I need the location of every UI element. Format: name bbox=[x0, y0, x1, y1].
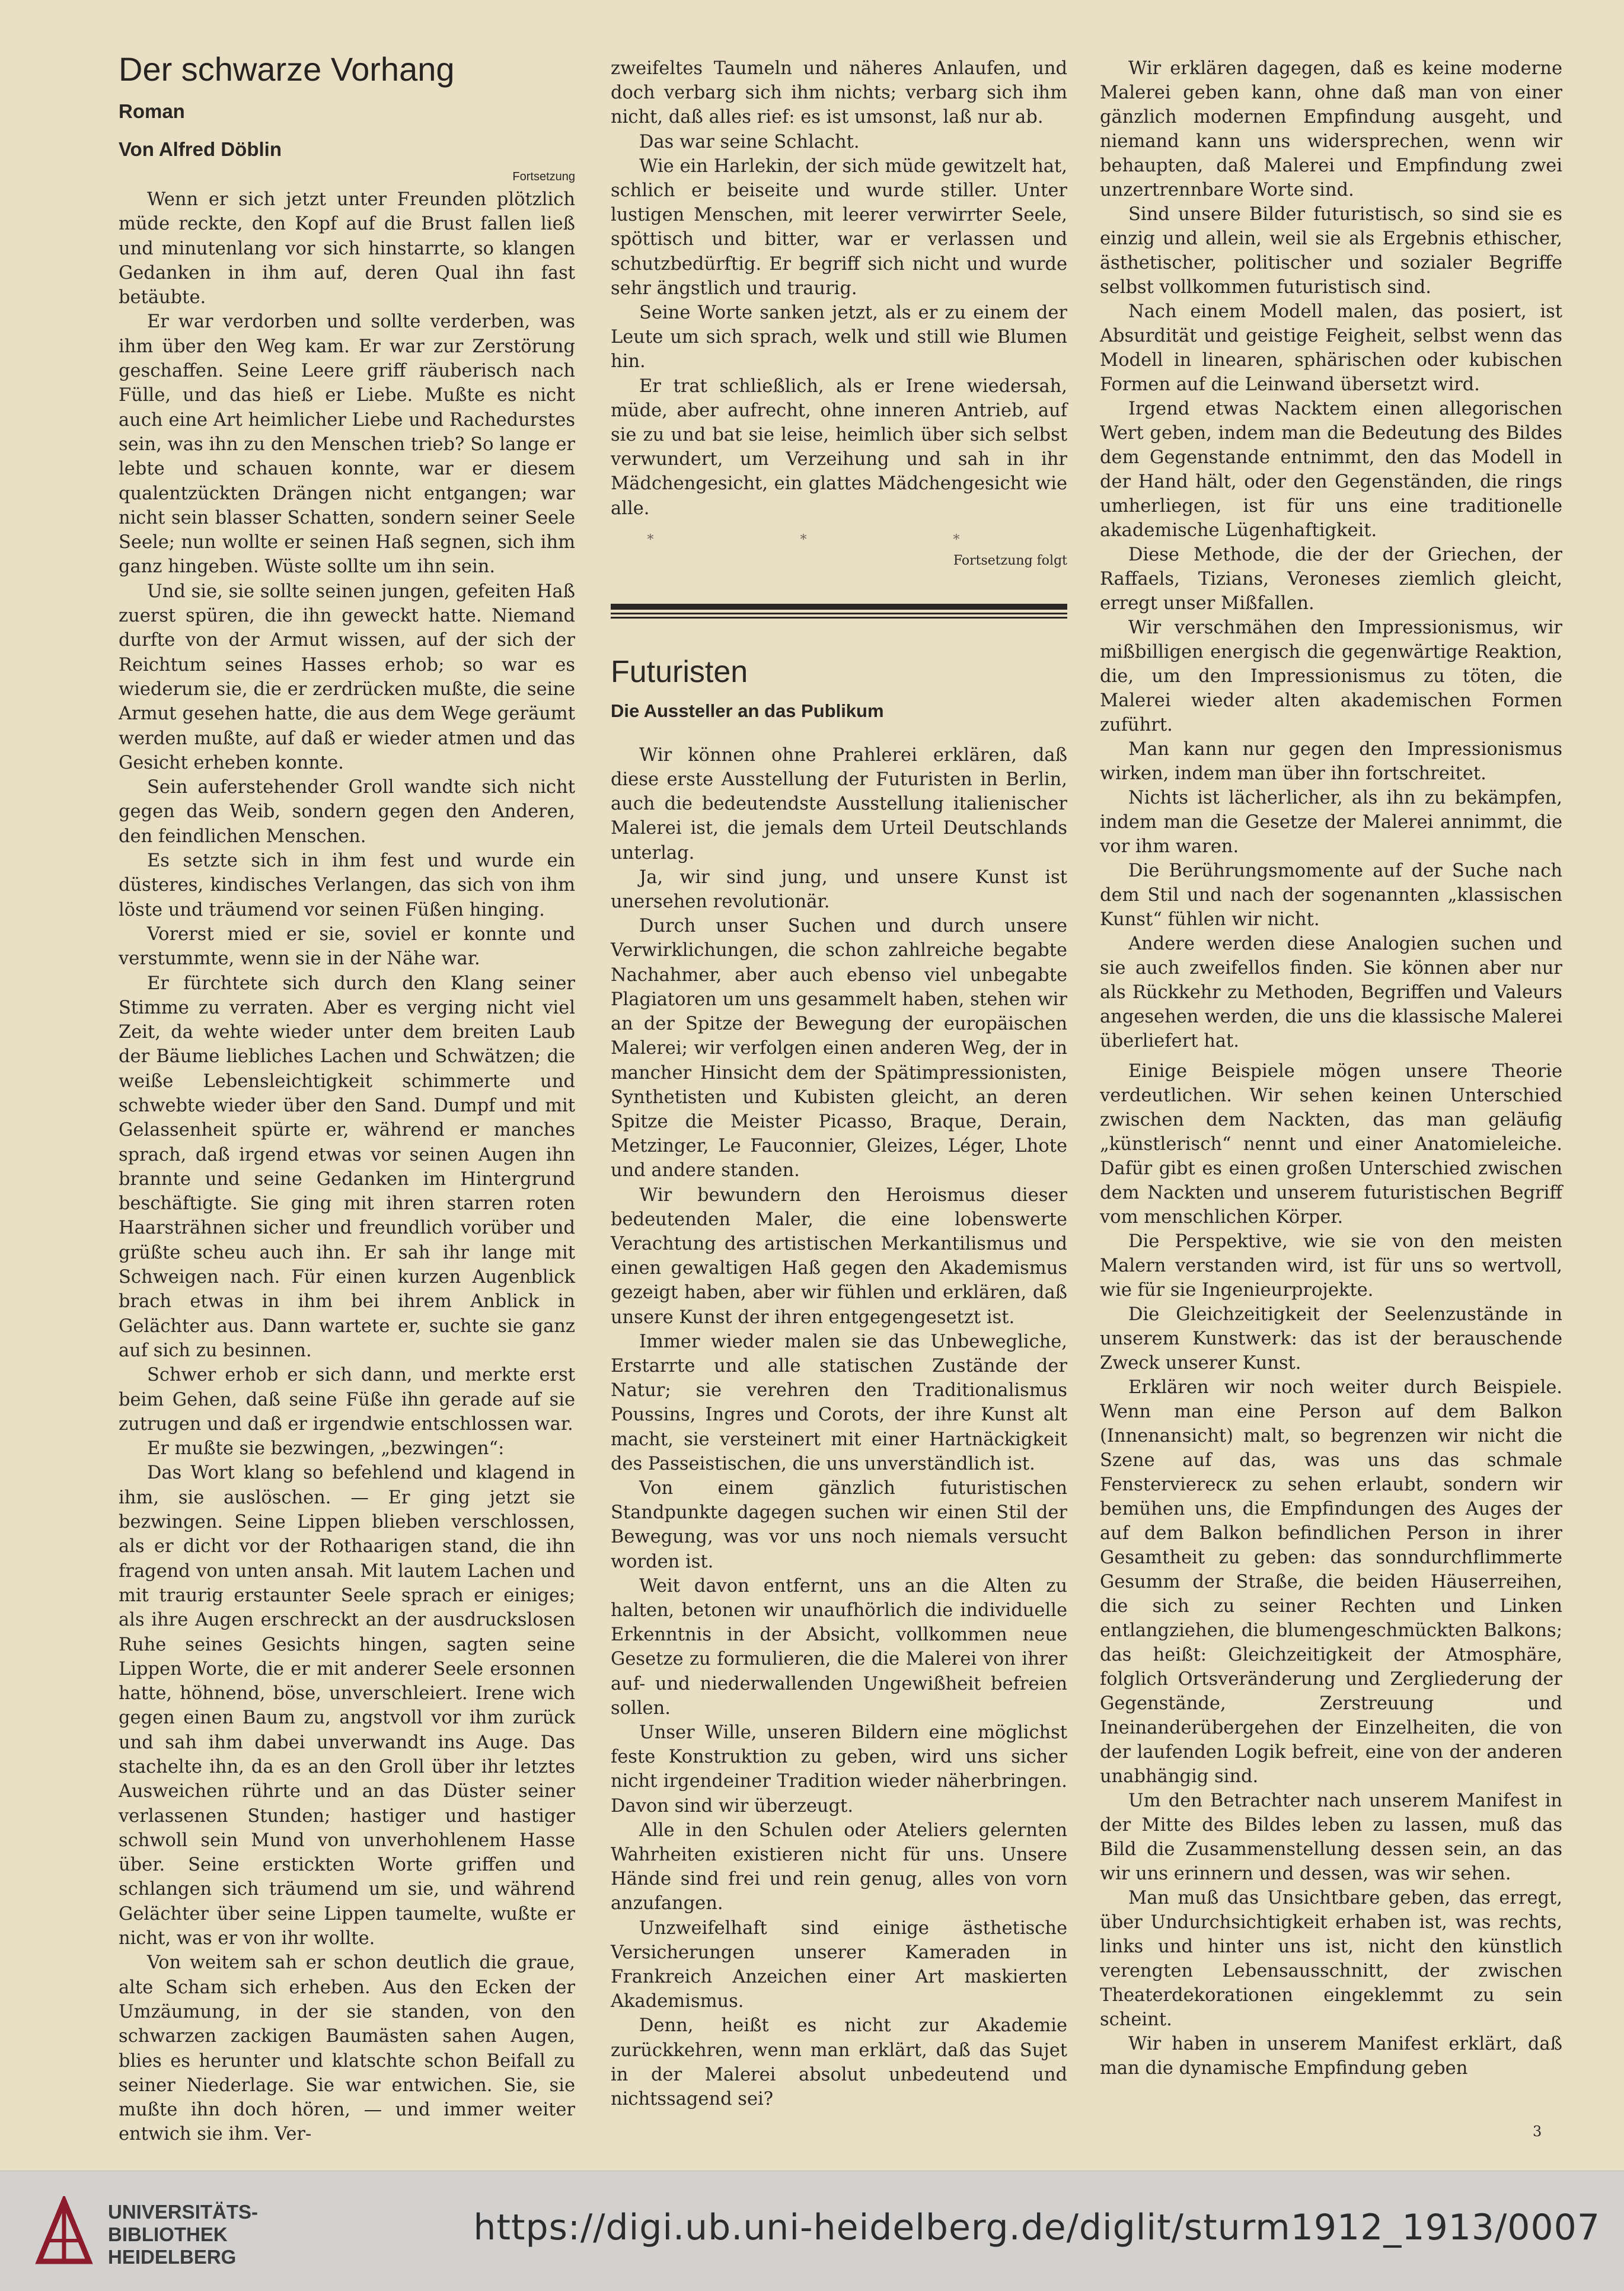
column-left bbox=[119, 0, 575, 2147]
paragraph: Er fürchtete sich durch den Klang seiner Stimme zu verraten. Aber es verging nicht viel Zeit, da wehte wieder unter dem breiten Laub der Bäume liebliches Lachen und Schwätzen; die weiße Lebensleichtigkeit schimmerte und schwebte wieder über den Sand. Dumpf und mit Gelassenheit spürte er, während er manches sprach, daß irgend etwas vor seinen Augen ihn brannte und seine Gedanken im Hintergrund beschäftigte. Sie ging mit ihren starren roten Haarsträhnen sicher und freundlich vorüber und grüßte scheu auch ihn. Er sah ihr lange mit Schweigen nach. Für einen kurzen Augenblick brach etwas in ihm bei ihrem Anblick in Gelächter aus. Dann wartete er, suchte sie ganz auf sich zu besinnen. bbox=[119, 973, 575, 1361]
paragraph: Die Berührungsmomente auf der Suche nach dem Stil und nach der sogenannten „klassischen Kunst“ fühlen wir nicht. bbox=[1100, 861, 1562, 930]
paragraph: Weit davon entfernt, uns an die Alten zu halten, betonen wir unaufhörlich die individuelle Erkenntnis in der Absicht, vollkommen neue Gesetze zu formulieren, die die Malerei von ihrer auf- und niederwallenden Ungewißheit befreien sollen. bbox=[611, 1575, 1067, 1719]
paragraph: Ja, wir sind jung, und unsere Kunst ist unersehen revolutionär. bbox=[611, 866, 1067, 913]
paragraph: Wir verschmähen den Impressionismus, wir mißbilligen energisch die gegenwärtige Reaktion, die, um den Impressionismus zu töten, die Malerei wieder alten akademischen Formen zuführt. bbox=[1100, 617, 1562, 735]
paragraph: Einige Beispiele mögen unsere Theorie verdeutlichen. Wir sehen keinen Unterschied zwischen dem Nackten, das man geläufig „künstlerisch“ nennt und einer Anatomieleiche. Dafür gibt es einen großen Unterschied zwischen dem Nackten und unserem futuristischen Begriff vom menschlichen Körper. bbox=[1100, 1061, 1562, 1228]
paragraph: Er trat schließlich, als er Irene wiedersah, müde, aber aufrecht, ohne inneren Antrieb, auf sie zu und bat sie leise, heimlich über sich selbst verwundert, um Verzeihung und sah in ihr Mädchengesicht, ein glattes Mädchengesicht wie alle. bbox=[611, 375, 1067, 519]
paragraph: Vorerst mied er sie, soviel er konnte und verstummte, wenn sie in der Nähe war. bbox=[119, 923, 575, 970]
paragraph: Sein auferstehender Groll wandte sich nicht gegen das Weib, sondern gegen den Anderen, den feindlichen Menschen. bbox=[119, 777, 575, 847]
source-url-link[interactable]: https://digi.ub.uni-heidelberg.de/diglit/sturm1912_1913/0007 bbox=[473, 2207, 1600, 2248]
paragraph: Man muß das Unsichtbare geben, das erregt, über Undurchsichtigkeit erhaben ist, was rechts, links und hinter uns ist, nicht den künstlich verengten Lebensausschnitt, der zwischen Theaterdekorationen eingeklemmt zu sein scheint. bbox=[1100, 1888, 1562, 2030]
paragraph: Er war verdorben und sollte verderben, was ihm über den Weg kam. Er war zur Zerstörung geschaffen. Seine Leere griff räuberisch nach Fülle, und das hieß er Liebe. Mußte es nicht auch eine Art heimlicher Liebe und Rachedurstes sein, was ihn zu den Menschen trieb? So lange er lebte und schauen konnte, war er diesem qualentzückten Drängen nicht entgangen; war nicht sein blasser Schatten, sondern seiner Seele Seele; nun wollte er seinen Haß segnen, sich ihm ganz hingeben. Wüste sollte um ihn sein. bbox=[119, 311, 575, 578]
paragraph: Man kann nur gegen den Impressionismus wirken, indem man über ihn fortschreitet. bbox=[1100, 739, 1562, 784]
paragraph: Irgend etwas Nacktem einen allegorischen Wert geben, indem man die Bedeutung des Bildes dem Gegenstande entnimmt, den das Modell in der Hand hält, oder den Gegenständen, die rings umherliegen, ist für uns eine traditionelle akademische Lügenhaftigkeit. bbox=[1100, 399, 1562, 541]
article-text bbox=[611, 743, 1067, 2111]
university-library-logo-icon[interactable] bbox=[34, 2196, 94, 2267]
story-text bbox=[119, 187, 575, 2147]
column-middle bbox=[611, 0, 1067, 2111]
paragraph: Nichts ist lächerlicher, als ihn zu bekämpfen, indem man die Gesetze der Malerei annimmt, die vor ihm waren. bbox=[1100, 788, 1562, 857]
section-divider bbox=[611, 604, 1067, 619]
paragraph: Das Wort klang so befehlend und klagend in ihm, sie auslöschen. — Er ging jetzt sie bezwingen. Seine Lippen blieben verschlossen, als er dicht vor der Rothaarigen stand, die ihn fragend von unten ansah. Mit lautem Lachen und mit traurig erstaunter Seele sprach er einiges; als ihre Augen erschreckt an der ausdruckslosen Ruhe seines Gesichts hingen, sagten seine Lippen Worte, die er mit anderer Seele ersonnen hatte, höhnend, böse, unverschleiert. Irene wich gegen einen Baum zu, angstvoll vor ihm zurück und sah ihm dabei unverwandt ins Auge. Das stachelte ihn, da es an den Groll über ihr letztes Ausweichen rührte und an das Düster seiner verlassenen Stunden; hastiger und hastiger schwoll sein Mund von unverhohlenem Hasse über. Seine erstickten Worte griffen und schlangen sich träumend um sie, und während Gelächter über seine Lippen taumelte, wußte er nicht, was er von ihr wollte. bbox=[119, 1462, 575, 1949]
paragraph: Durch unser Suchen und durch unsere Verwirklichungen, die schon zahlreiche begabte Nachahmer, aber auch ebenso viel unbegabte Plagiatoren um uns gesammelt haben, stehen wir an der Spitze der Bewegung der europäischen Malerei; wir verfolgen einen anderen Weg, der in mancher Hinsicht dem der Spätimpressionisten, Synthetisten und Kubisten gleicht, an deren Spitze die Meister Picasso, Braque, Derain, Metzinger, Le Fauconnier, Gleizes, Léger, Lhote und andere standen. bbox=[611, 916, 1067, 1181]
paragraph: zweifeltes Taumeln und näheres Anlaufen, und doch verbarg sich ihm nichts; verbarg sich ihm nicht, daß alles rief: es ist umsonst, laß nur ab. bbox=[611, 58, 1067, 128]
paragraph: Denn, heißt es nicht zur Akademie zurückkehren, wenn man erklärt, daß das Sujet in der Malerei absolut unbedeutend und nichtssagend sei? bbox=[611, 2015, 1067, 2110]
story-text-continued bbox=[611, 56, 1067, 521]
institution-name: UNIVERSITÄTS- BIBLIOTHEK HEIDELBERG bbox=[108, 2201, 259, 2268]
paragraph: Wir erklären dagegen, daß es keine moderne Malerei geben kann, ohne daß man von einer gänzlich modernen Empfindung ausgeht, und niemand kann uns widersprechen, wenn wir behaupten, daß Malerei und Empfindung zwei unzertrennbare Worte sind. bbox=[1100, 58, 1562, 200]
article-heading: Futuristen bbox=[611, 654, 748, 689]
paragraph: Seine Worte sanken jetzt, als er zu einem der Leute um sich sprach, welk und still wie Blumen hin. bbox=[611, 302, 1067, 372]
page-number: 3 bbox=[1533, 2123, 1542, 2140]
paragraph: Es setzte sich in ihm fest und wurde ein düsteres, kindisches Verlangen, das sich von ihm löste und träumend vor seinen Füßen hinging. bbox=[119, 850, 575, 920]
paragraph: Sind unsere Bilder futuristisch, so sind sie es einzig und allein, weil sie als Ergebnis ethischer, ästhetischer, politischer und sozialer Begriffe selbst vollkommen futuristisch sind. bbox=[1100, 204, 1562, 298]
paragraph: Die Perspektive, wie sie von den meisten Malern verstanden wird, ist für uns so wertvoll, wie für sie Ingenieurprojekte. bbox=[1100, 1231, 1562, 1301]
column-right bbox=[1100, 0, 1562, 2080]
paragraph: Die Gleichzeitigkeit der Seelenzustände in unserem Kunstwerk: das ist der berauschende Zweck unserer Kunst. bbox=[1100, 1304, 1562, 1374]
paragraph: Von weitem sah er schon deutlich die graue, alte Scham sich erheben. Aus den Ecken der Umzäumung, in der sie standen, von den schwarzen zackigen Baumästen sahen Augen, blies es herunter und klatschte schon Beifall zu seiner Niederlage. Sie war entwichen. Sie, sie mußte ihn doch hören, — und immer weiter entwich sie ihm. Ver- bbox=[119, 1952, 575, 2145]
story-author: Von Alfred Döblin bbox=[119, 138, 282, 160]
paragraph: Das war seine Schlacht. bbox=[639, 131, 860, 152]
paragraph: Und sie, sie sollte seinen jungen, gefeiten Haß zuerst spüren, die ihn geweckt hatte. Niemand durfte von der Armut wissen, auf der sich der Reichtum seines Hasses erhob; so war es wiederum sie, die er zerdrücken mußte, die seine Armut gesehen hatte, die aus dem Wege geräumt werden mußte, auf daß er wieder atmen und das Gesicht erheben konnte. bbox=[119, 581, 575, 773]
section-stars: * * * bbox=[647, 532, 1031, 547]
paragraph: Schwer erhob er sich dann, und merkte erst beim Gehen, daß seine Füße ihn gerade auf sie zutrugen und daß er irgendwie entschlossen war. bbox=[119, 1365, 575, 1435]
continued-follows-note: Fortsetzung folgt bbox=[953, 553, 1067, 568]
story-title: Der schwarze Vorhang bbox=[119, 50, 455, 88]
paragraph: Immer wieder malen sie das Unbewegliche, Erstarrte und alle statischen Zustände der Natur; sie verehren den Traditionalismus Poussins, Ingres und Corots, der ihre Kunst alt macht, sie versteinert mit einer Hartnäckigkeit des Passeistischen, die uns unverständlich ist. bbox=[611, 1331, 1067, 1474]
continued-note: Fortsetzung bbox=[512, 170, 575, 183]
paragraph: Wie ein Harlekin, der sich müde gewitzelt hat, schlich er beiseite und wurde stiller. Unter lustigen Menschen, mit leerer verwirrter Seele, spöttisch und bitter, war er verlassen und schutzbedürftig. Er begriff sich nicht und wurde sehr ängstlich und traurig. bbox=[611, 155, 1067, 299]
paragraph: Wir bewundern den Heroismus dieser bedeutenden Maler, die eine lobenswerte Verachtung des artistischen Merkantilismus und einen gewaltigen Haß gegen den Akademismus gezeigt haben, aber wir fühlen und erklären, daß unsere Kunst der ihren entgegengesetzt ist. bbox=[611, 1184, 1067, 1328]
paragraph: Unzweifelhaft sind einige ästhetische Versicherungen unserer Kameraden in Frankreich Anzeichen einer Art maskierten Akademismus. bbox=[611, 1917, 1067, 2012]
paragraph: Von einem gänzlich futuristischen Standpunkte dagegen suchen wir einen Stil der Bewegung, was vor uns noch niemals versucht worden ist. bbox=[611, 1477, 1067, 1572]
paragraph: Wir können ohne Prahlerei erklären, daß diese erste Ausstellung der Futuristen in Berlin, auch die bedeutendste Ausstellung italienischer Malerei ist, die jemals dem Urteil Deutschlands unterlag. bbox=[611, 744, 1067, 863]
story-genre: Roman bbox=[119, 100, 185, 122]
paragraph: Andere werden diese Analogien suchen und sie auch zweifellos finden. Sie können aber nur als Rückkehr zu Methoden, Begriffen und Valeurs angesehen werden, die uns die klassische Malerei überliefert hat. bbox=[1100, 933, 1562, 1051]
article-subheading: Die Aussteller an das Publikum bbox=[611, 700, 884, 721]
paragraph: Erklären wir noch weiter durch Beispiele. Wenn man eine Person auf dem Balkon (Innenansicht) malt, so begrenzen wir nicht die Szene auf das, was uns das schmale Fenstervierecк zu sehen erlaubt, sondern wir bemühen uns, die Empfindungen des Auges der auf dem Balkon befindlichen Person in ihrer Gesamtheit zu geben: das sonndurchflimmerte Gesumm der Straße, die beiden Häuserreihen, die sich zu seiner Rechten und Linken entlangziehen, die blumengeschmückten Balkons; das heißt: Gleichzeitigkeit der Atmosphäre, folglich Ortsveränderung und Zergliederung der Gegenstände, Zerstreuung und Ineinanderübergehen der Einzelheiten, die von der laufenden Logik befreit, eine von der anderen unabhängig sind. bbox=[1100, 1377, 1562, 1787]
paragraph: Er mußte sie bezwingen, „bezwingen“: bbox=[147, 1438, 505, 1460]
paragraph: Wenn er sich jetzt unter Freunden plötzlich müde reckte, den Kopf auf die Brust fallen ließ und minutenlang vor sich hinstarrte, so klangen Gedanken in ihm auf, deren Qual ihn fast betäubte. bbox=[119, 189, 575, 308]
paragraph: Wir haben in unserem Manifest erklärt, daß man die dynamische Empfindung geben bbox=[1100, 2034, 1562, 2079]
paragraph: Diese Methode, die der der Griechen, der Raffaels, Tizians, Veroneses ziemlich gleicht, erregt unser Mißfallen. bbox=[1100, 544, 1562, 614]
library-footer bbox=[0, 2171, 1624, 2291]
paragraph: Um den Betrachter nach unserem Manifest in der Mitte des Bildes leben zu lassen, muß das Bild die Zusammenstellung dessen sein, an das wir uns erinnern und dessen, was wir sehen. bbox=[1100, 1790, 1562, 1884]
paragraph: Unser Wille, unseren Bildern eine möglichst feste Konstruktion zu geben, wird uns sicher nicht irgendeiner Tradition wieder näherbringen. Davon sind wir überzeugt. bbox=[611, 1722, 1067, 1817]
paragraph: Nach einem Modell malen, das posiert, ist Absurdität und geistige Feigheit, selbst wenn das Modell in linearen, sphärischen oder kubischen Formen auf die Leinwand übersetzt wird. bbox=[1100, 301, 1562, 395]
paragraph: Alle in den Schulen oder Ateliers gelernten Wahrheiten existieren nicht für uns. Unsere Hände sind frei und rein genug, alles von vorn anzufangen. bbox=[611, 1820, 1067, 1914]
article-text-continued bbox=[1100, 56, 1562, 2080]
